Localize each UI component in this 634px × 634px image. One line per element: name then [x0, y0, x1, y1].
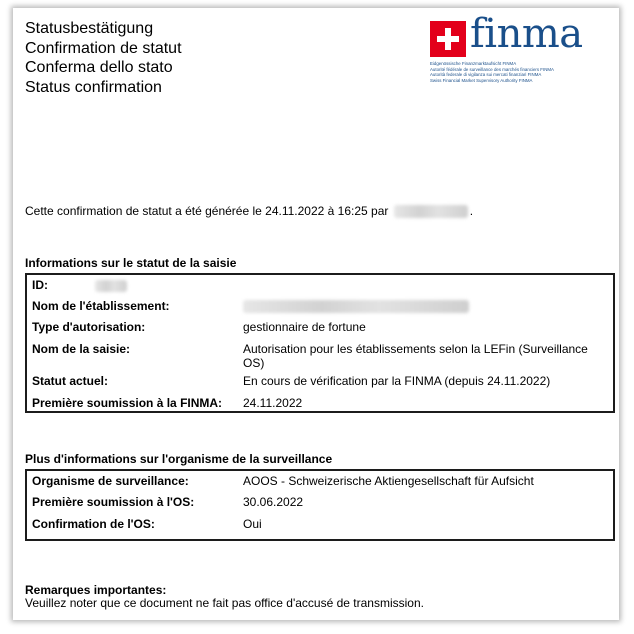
swiss-flag-icon [430, 21, 466, 57]
logo-subtitle-de: Eidgenössische Finanzmarktaufsicht FINMA [430, 61, 517, 66]
generation-text: Cette confirmation de statut a été générée le 24.11.2022 à 16:25 par [25, 204, 389, 218]
row-value: En cours de vérification par la FINMA (depuis 24.11.2022) [243, 374, 551, 388]
remarks-text: Veuillez noter que ce document ne fait pas office d'accusé de transmission. [25, 596, 424, 610]
logo-subtitle-en: Swiss Financial Market Supervisory Authority FINMA [430, 77, 533, 83]
row-label: Première soumission à l'OS: [32, 495, 195, 509]
logo-subtitle-it: Autorità federale di vigilanza sui mercati finanziari FINMA [430, 72, 542, 78]
row-label: Organisme de surveillance: [32, 474, 189, 488]
title-fr: Confirmation de statut [25, 39, 182, 57]
row-label: Type d'autorisation: [32, 320, 146, 334]
row-label: Première soumission à la FINMA: [32, 396, 223, 410]
logo-wordmark: finma [470, 11, 583, 57]
row-value: 24.11.2022 [243, 396, 303, 410]
section-supervision-heading: Plus d'informations sur l'organisme de la surveillance [25, 452, 333, 466]
finma-logo [430, 11, 583, 88]
row-label: Statut actuel: [32, 374, 109, 388]
row-value: Oui [243, 517, 262, 531]
document-titles [25, 19, 182, 97]
status-info-box [25, 273, 615, 413]
logo-subtitle [430, 61, 590, 83]
generation-suffix: . [469, 204, 474, 218]
row-label: ID: [32, 278, 48, 292]
logo-subtitle-fr: Autorité fédérale de surveillance des marchés financiers FINMA [430, 66, 554, 72]
row-label: Nom de l'établissement: [32, 299, 170, 313]
title-en: Status confirmation [25, 78, 162, 96]
supervision-info-box [25, 469, 615, 541]
remarks-heading: Remarques importantes: [25, 583, 167, 597]
document-page [13, 8, 619, 620]
row-value-redacted [243, 278, 607, 292]
title-it: Conferma dello stato [25, 59, 173, 76]
redacted-author [394, 205, 468, 218]
generation-statement [25, 204, 473, 218]
title-de: Statusbestätigung [25, 20, 154, 37]
section-status-heading: Informations sur le statut de la saisie [25, 256, 237, 270]
row-value: 30.06.2022 [243, 495, 304, 509]
row-value-redacted [243, 299, 607, 313]
row-label: Confirmation de l'OS: [32, 517, 155, 531]
row-value: AOOS - Schweizerische Aktiengesellschaft für Aufsicht [243, 474, 534, 488]
row-value: gestionnaire de fortune [243, 320, 366, 334]
row-label: Nom de la saisie: [32, 342, 131, 356]
row-value: Autorisation pour les établissements selon la LEFin (Surveillance OS) [243, 342, 588, 370]
